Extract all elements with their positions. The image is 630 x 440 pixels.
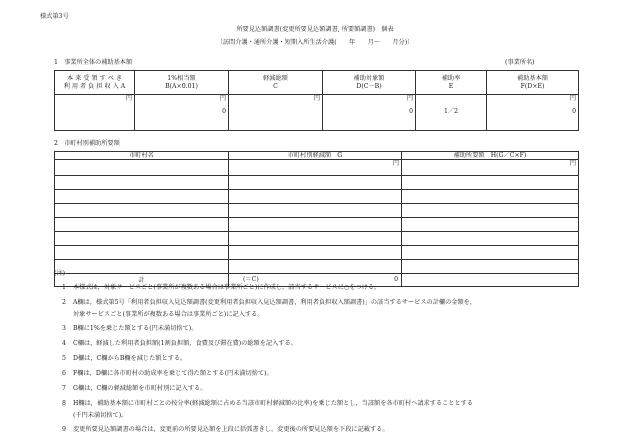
table-row — [55, 260, 579, 274]
table-header-row — [55, 152, 579, 160]
header-cell-e: 補助率 E — [416, 71, 487, 95]
subsidy-cell[interactable] — [402, 176, 579, 190]
note-number: 7 — [62, 385, 66, 392]
header-municipal-reduction: 市町村別軽減額 G — [229, 152, 402, 160]
note-number: 1 — [62, 284, 66, 291]
section1-heading: 1 事業所全体の補助基本額 — [54, 59, 133, 66]
municipality-cell[interactable] — [55, 232, 229, 246]
document-subtitle: 〔訪問介護・通所介護・短期入所生活介護( 年 月～ 月分)〕 — [216, 39, 414, 46]
table-row — [55, 160, 579, 176]
municipality-cell[interactable] — [55, 204, 229, 218]
reduction-cell[interactable] — [229, 176, 402, 190]
total-formula: (＝C) — [243, 276, 259, 284]
value-cell-b[interactable]: 円 0 — [135, 95, 229, 131]
form-number: 様式第3号 — [40, 13, 69, 20]
note-text: (千円未満切捨て)。 — [73, 412, 128, 419]
note-number: 3 — [62, 325, 66, 332]
header-subsidy-required: 補助所要額 H(G／C×F) — [402, 152, 579, 160]
municipality-cell[interactable] — [55, 190, 229, 204]
note-text: 本様式は，対象サービスごと(事業所が複数ある場合は事業所ごと)に作成し，該当するサービスに○をつける。 — [73, 284, 381, 291]
table-row — [55, 246, 579, 260]
header-cell-b: 1%相当額 B(A×0.01) — [135, 71, 229, 95]
table-row — [55, 190, 579, 204]
subsidy-cell[interactable]: 円 — [402, 160, 579, 176]
value-cell-e[interactable]: 1／2 — [416, 95, 487, 131]
subsidy-cell[interactable] — [402, 218, 579, 232]
table-row — [55, 176, 579, 190]
header-cell-f: 補助基本額 F(D×E) — [487, 71, 579, 95]
subsidy-cell[interactable] — [402, 190, 579, 204]
municipality-cell[interactable] — [55, 246, 229, 260]
header-municipality: 市町村名 — [55, 152, 229, 160]
note-number: 8 — [62, 400, 66, 407]
table-row — [55, 232, 579, 246]
note-number: 6 — [62, 370, 66, 377]
note-number: 9 — [62, 426, 66, 433]
note-number: 4 — [62, 340, 66, 347]
note-text: F欄は，D欄に各市町村の助成率を乗じて得た額とする(円未満切捨て)。 — [73, 370, 273, 377]
note-text: 対象サービスごと(事業所が複数ある場合は事業所ごと)に記入する。 — [73, 311, 264, 318]
basic-amount-table — [54, 70, 579, 131]
table-row — [55, 218, 579, 232]
note-text: C欄は，軽減した利用者負担額(1割負担額，食費及び滞在費)の総額を記入する。 — [73, 340, 297, 347]
municipality-cell[interactable] — [55, 160, 229, 176]
business-name-label: (事業所名) — [505, 59, 535, 66]
total-label: 計 — [55, 274, 229, 287]
note-text: 変更所要見込額調書の場合は，変更前の所要見込額を上段に括弧書きし，変更後の所要見込額を下段に記載する。 — [73, 426, 389, 433]
note-text: B欄に1%を乗じた額とする(円未満切捨て)。 — [73, 325, 198, 332]
value-cell-d[interactable]: 円 0 — [323, 95, 416, 131]
municipal-amount-table — [54, 151, 579, 287]
total-value: 0 — [394, 276, 398, 284]
reduction-cell[interactable] — [229, 204, 402, 218]
subsidy-cell[interactable] — [402, 204, 579, 218]
value-cell-f[interactable]: 円 0 — [487, 95, 579, 131]
header-cell-c: 軽減総額 C — [229, 71, 323, 95]
note-text: G欄は，C欄の軽減総額を市町村別に記入する。 — [73, 385, 207, 392]
reduction-cell[interactable] — [229, 190, 402, 204]
table-row — [55, 204, 579, 218]
document-title: 所要見込額調書(変更所要見込額調書, 所要額調書) 個表 — [236, 26, 394, 33]
subsidy-cell[interactable] — [402, 260, 579, 274]
reduction-cell[interactable] — [229, 232, 402, 246]
table-header-row — [55, 71, 579, 95]
note-text: A欄は，様式第5号「利用者負担収入見込額調書(変更利用者負担収入見込額調書，利用者負担収入額調書)」の該当するサービスの計欄の金額を， — [73, 299, 477, 306]
municipality-cell[interactable] — [55, 176, 229, 190]
table-row — [55, 95, 579, 131]
subsidy-cell[interactable] — [402, 232, 579, 246]
reduction-cell[interactable] — [229, 260, 402, 274]
header-cell-a: 本 来 受 領 す べ き 利 用 者 負 担 収 入 A — [55, 71, 135, 95]
note-number: 2 — [62, 299, 66, 306]
reduction-cell[interactable] — [229, 246, 402, 260]
header-cell-d: 補助対象額 D(C－B) — [323, 71, 416, 95]
reduction-cell[interactable]: 円 — [229, 160, 402, 176]
note-text: H欄は，補助基本額に市町村ごとの按分率(軽減総額に占める当該市町村軽減額の比率)を乗じた額とし，当該額を各市町村へ請求することとする — [73, 400, 474, 407]
municipality-cell[interactable] — [55, 260, 229, 274]
reduction-cell[interactable] — [229, 218, 402, 232]
value-cell-c[interactable]: 円 — [229, 95, 323, 131]
municipality-cell[interactable] — [55, 218, 229, 232]
total-subsidy-cell[interactable] — [402, 274, 579, 287]
section2-heading: 2 市町村別補助所要額 — [54, 140, 120, 147]
notes-heading: (注) — [54, 270, 66, 277]
note-text: D欄は，C欄からB欄を減じた額とする。 — [73, 355, 187, 362]
subsidy-cell[interactable] — [402, 246, 579, 260]
note-number: 5 — [62, 355, 66, 362]
value-cell-a[interactable]: 円 — [55, 95, 135, 131]
